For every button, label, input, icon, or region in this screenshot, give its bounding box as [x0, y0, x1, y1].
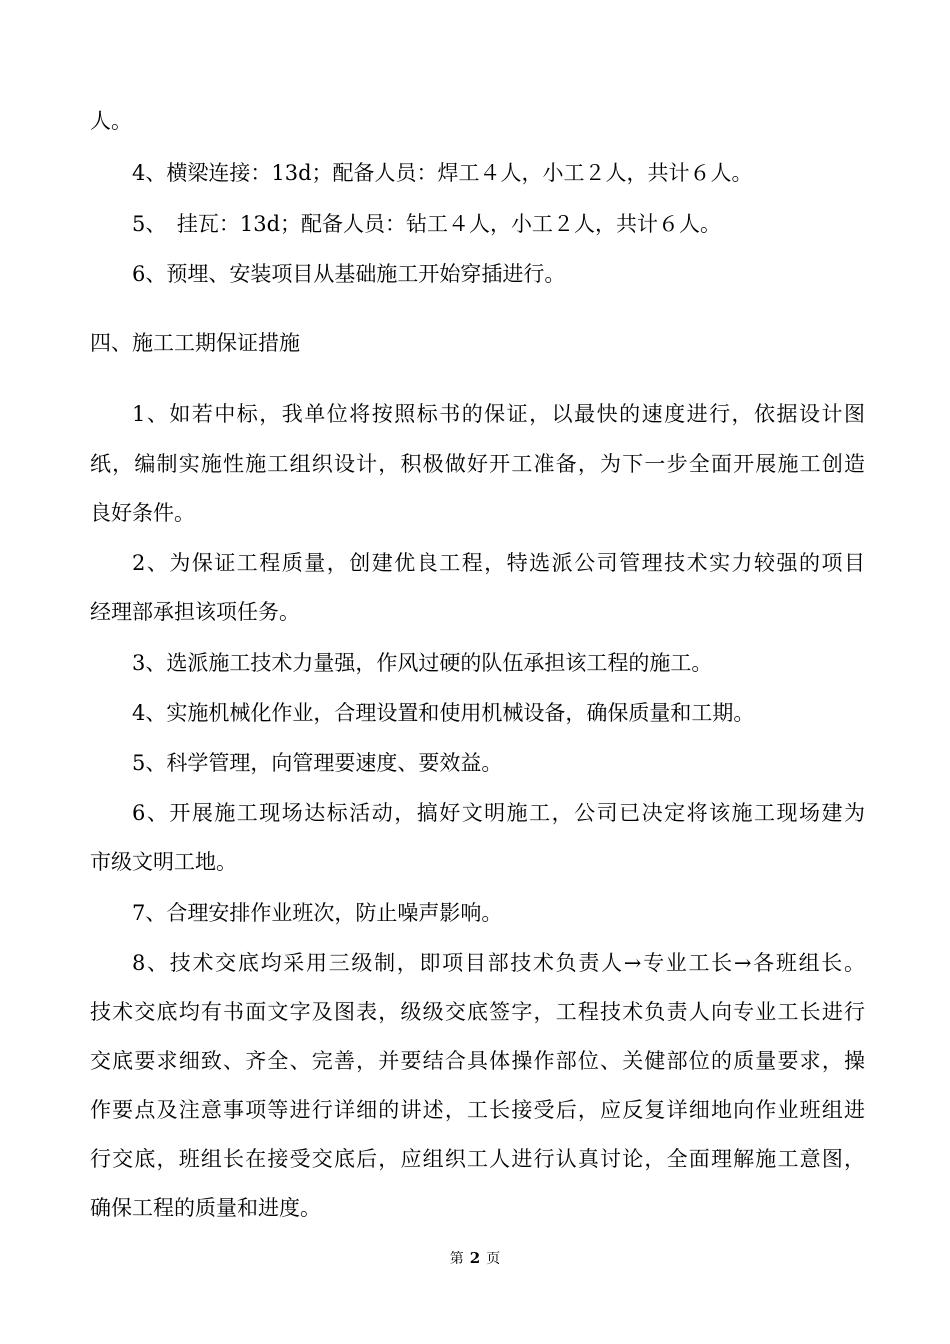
section-heading: 四、施工工期保证措施	[90, 331, 300, 355]
text-line: 技术交底均有书面文字及图表，级级交底签字，工程技术负责人向专业工长进行	[90, 1000, 865, 1024]
text-line: 人。	[90, 109, 132, 133]
text-line: 良好条件。	[90, 501, 195, 525]
text-line: 纸，编制实施性施工组织设计，积极做好开工准备，为下一步全面开展施工创造	[90, 452, 865, 476]
text-line: 5、科学管理，向管理要速度、要效益。	[132, 751, 503, 775]
text-line: 交底要求细致、齐全、完善，并要结合具体操作部位、关健部位的质量要求，操	[90, 1049, 865, 1073]
text-line: 6、开展施工现场达标活动，搞好文明施工，公司已决定将该施工现场建为	[132, 801, 865, 825]
text-line: 4、实施机械化作业，合理设置和使用机械设备，确保质量和工期。	[132, 701, 755, 725]
text-line: 1、如若中标，我单位将按照标书的保证，以最快的速度进行，依据设计图	[132, 402, 865, 426]
text-line: 7、合理安排作业班次，防止噪声影响。	[132, 901, 503, 925]
text-line: 经理部承担该项任务。	[90, 600, 300, 624]
footer-prefix: 第	[449, 1251, 464, 1267]
text-line: 市级文明工地。	[90, 850, 237, 874]
footer-suffix: 页	[486, 1251, 501, 1267]
text-line: 作要点及注意事项等进行详细的讲述，工长接受后，应反复详细地向作业班组进	[90, 1098, 865, 1122]
page-footer	[0, 1248, 950, 1269]
text-line: 8、技术交底均采用三级制，即项目部技术负责人→专业工长→各班组长。	[132, 951, 865, 975]
text-line: 5、 挂瓦：13d；配备人员：钻工４人，小工２人，共计６人。	[132, 212, 722, 236]
page-number: 2	[469, 1249, 481, 1267]
text-line: 2、为保证工程质量，创建优良工程，特选派公司管理技术实力较强的项目	[132, 551, 865, 575]
text-line: 6、预埋、安装项目从基础施工开始穿插进行。	[132, 262, 566, 286]
text-line: 行交底，班组长在接受交底后，应组织工人进行认真讨论，全面理解施工意图，	[90, 1147, 865, 1171]
text-line: 3、选派施工技术力量强，作风过硬的队伍承担该工程的施工。	[132, 651, 713, 675]
text-line: 确保工程的质量和进度。	[90, 1196, 321, 1220]
text-line: 4、横梁连接：13d；配备人员：焊工４人，小工２人，共计６人。	[132, 161, 753, 185]
